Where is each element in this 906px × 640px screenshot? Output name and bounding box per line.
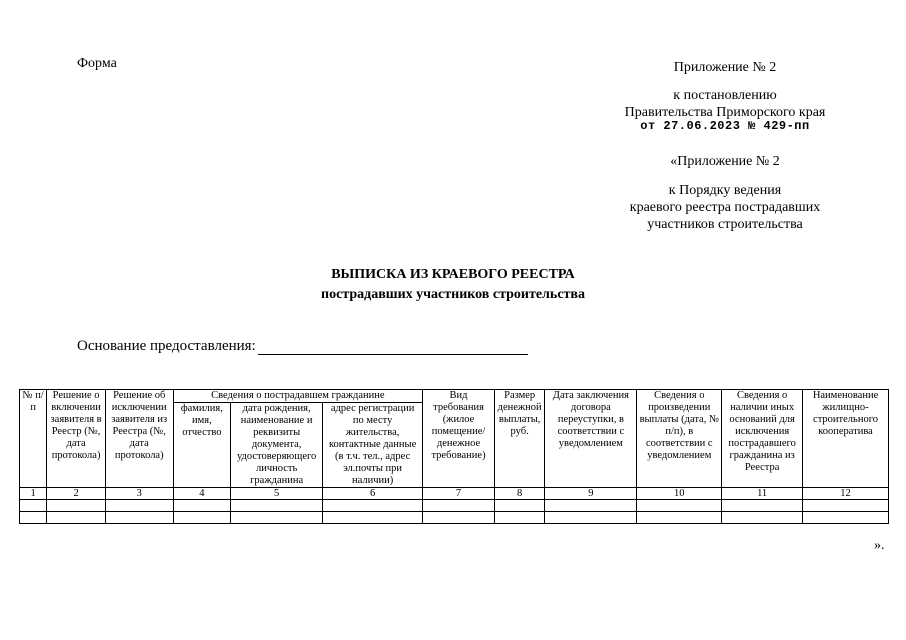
col-address-header: адрес регистрации по месту жительства, контактные данные (в т.ч. тел., адрес эл.почты при наличии) [323,403,423,488]
registry-table [19,389,889,524]
column-number: 5 [231,488,323,500]
column-number: 1 [20,488,47,500]
title-sub: пострадавших участников строительства [321,287,585,302]
col-payment-header: Сведения о произведении выплаты (дата, № п/п), в соответствии с уведомлением [637,390,722,488]
col-inclusion-header: Решение о включении заявителя в Реестр (№, дата протокола) [47,390,106,488]
to-resolution-text: к постановлению [673,88,777,103]
col-no-header: № п/п [20,390,47,488]
col-amount-header: Размер денежной выплаты, руб. [494,390,545,488]
header-row-1 [20,390,889,403]
table-row [20,512,889,524]
order-block [560,182,890,233]
col-assignment-header: Дата заключения договора переуступки, в соответствии с уведомлением [545,390,637,488]
to-order-text: к Порядку ведения [668,183,782,198]
column-number: 2 [47,488,106,500]
column-number: 11 [722,488,803,500]
col-group-header: Сведения о пострадавшем гражданине [173,390,423,403]
registry-line-text: краевого реестра пострадавших [629,200,821,215]
basis-row [77,338,528,355]
title-main: ВЫПИСКА ИЗ КРАЕВОГО РЕЕСТРА [331,267,575,282]
closing-quote: ». [874,538,885,553]
column-number: 4 [173,488,231,500]
government-text: Правительства Приморского края [624,105,826,120]
appendix2-title: «Приложение № 2 [670,154,780,169]
column-number: 9 [545,488,637,500]
document-title [0,265,906,305]
col-other-header: Сведения о наличии иных оснований для исключения пострадавшего гражданина из Реестра [722,390,803,488]
form-label: Форма [77,56,117,71]
participants-line-text: участников строительства [647,217,803,232]
column-number: 12 [803,488,889,500]
appendix-title: Приложение № 2 [673,60,777,75]
basis-field-line[interactable] [258,340,528,355]
resolution-ref: от 27.06.2023 № 429-пп [640,119,810,133]
column-number: 8 [494,488,545,500]
col-exclusion-header: Решение об исключении заявителя из Реестра (№, дата протокола) [105,390,173,488]
column-number: 6 [323,488,423,500]
column-number: 7 [423,488,495,500]
col-fio-header: фамилия, имя, отчество [173,403,231,488]
resolution-block [560,87,890,121]
col-claim-header: Вид требования (жилое помещение/ денежное требование) [423,390,495,488]
col-coop-header: Наименование жилищно-строительного кооператива [803,390,889,488]
basis-label: Основание предоставления: [77,338,256,354]
col-birth-header: дата рождения, наименование и реквизиты документа, удостоверяющего личность гражданина [231,403,323,488]
column-numbers-row [20,488,889,500]
column-number: 3 [105,488,173,500]
table-row [20,500,889,512]
column-number: 10 [637,488,722,500]
